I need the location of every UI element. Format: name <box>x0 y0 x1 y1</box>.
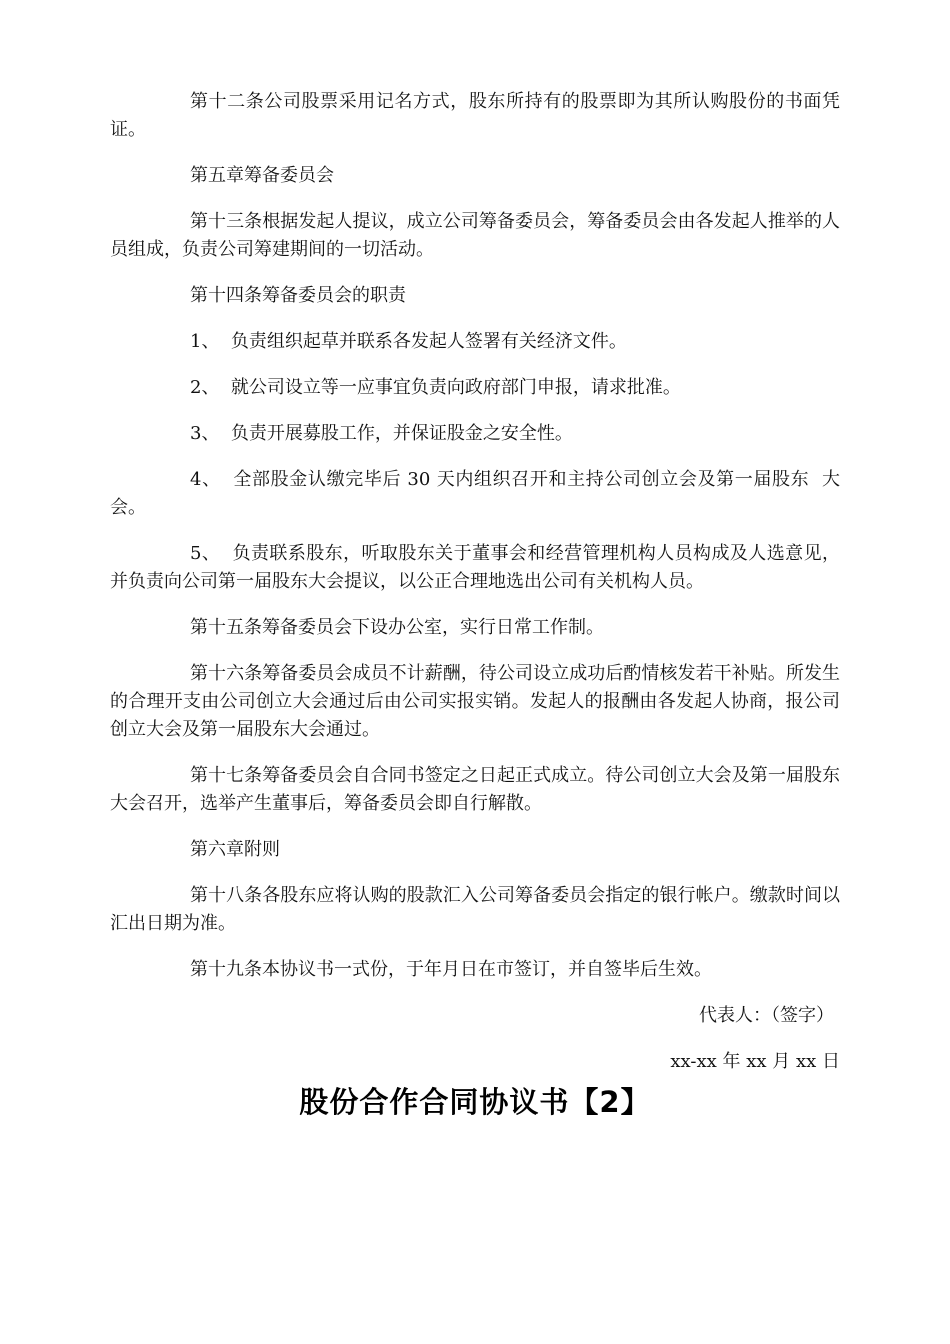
duty-item-2: 2、 就公司设立等一应事宜负责向政府部门申报，请求批准。 <box>190 377 681 398</box>
article-13: 第十三条根据发起人提议，成立公司筹备委员会，筹备委员会由各发起人推举的人员组成，负责公司筹建期间的一切活动。 <box>110 211 840 260</box>
duty-item-1: 1、 负责组织起草并联系各发起人签署有关经济文件。 <box>190 331 627 352</box>
chapter-5-heading: 第五章筹备委员会 <box>190 165 334 186</box>
article-18: 第十八条各股东应将认购的股款汇入公司筹备委员会指定的银行帐户。缴款时间以汇出日期为准。 <box>110 885 840 934</box>
article-14: 第十四条筹备委员会的职责 <box>190 285 406 306</box>
article-15: 第十五条筹备委员会下设办公室，实行日常工作制。 <box>190 617 604 638</box>
next-section-title: 股份合作合同协议书【2】 <box>299 1085 651 1119</box>
representative-signature-line: 代表人：（签字） <box>699 1005 834 1026</box>
signing-date: xx-xx 年 xx 月 xx 日 <box>670 1051 840 1072</box>
duty-item-4: 4、 全部股金认缴完毕后 30 天内组织召开和主持公司创立会及第一届股东 大会。 <box>110 469 840 518</box>
chapter-6-heading: 第六章附则 <box>190 839 280 860</box>
article-16: 第十六条筹备委员会成员不计薪酬，待公司设立成功后酌情核发若干补贴。所发生的合理开支由公司创立大会通过后由公司实报实销。发起人的报酬由各发起人协商，报公司创立大会及第一届股东大会通过。 <box>110 663 840 740</box>
duty-item-3: 3、 负责开展募股工作，并保证股金之安全性。 <box>190 423 573 444</box>
document-body <box>110 88 840 1094</box>
article-19: 第十九条本协议书一式份，于年月日在市签订，并自签毕后生效。 <box>190 959 712 980</box>
duty-item-5: 5、 负责联系股东，听取股东关于董事会和经营管理机构人员构成及人选意见，并负责向公司第一届股东大会提议，以公正合理地选出公司有关机构人员。 <box>110 543 840 592</box>
article-12: 第十二条公司股票采用记名方式，股东所持有的股票即为其所认购股份的书面凭证。 <box>110 91 840 140</box>
article-17: 第十七条筹备委员会自合同书签定之日起正式成立。待公司创立大会及第一届股东大会召开，选举产生董事后，筹备委员会即自行解散。 <box>110 765 840 814</box>
